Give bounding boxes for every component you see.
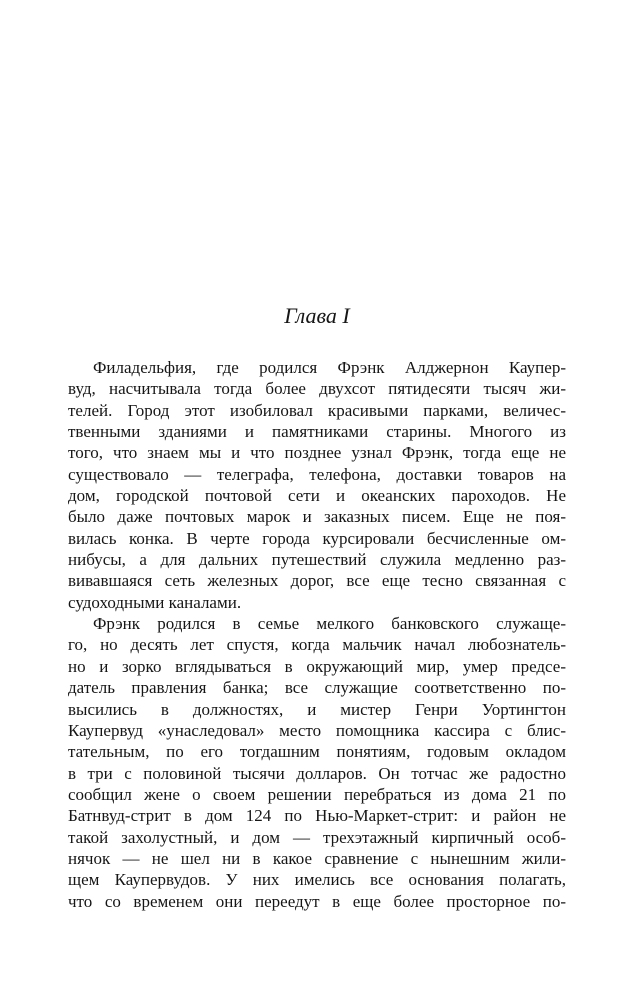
text-line: Батнвуд-стрит в дом 124 по Нью-Маркет-стрит: и район не <box>68 806 566 826</box>
text-line: Филадельфия, где родился Фрэнк Алджернон Каупер- <box>93 358 566 377</box>
text-line: датель правления банка; все служащие соответственно по- <box>68 678 566 698</box>
text-line: нибусы, а для дальних путешествий служила медленно раз- <box>68 550 566 570</box>
paragraph-1 <box>68 357 566 613</box>
chapter-title: Глава I <box>284 303 350 328</box>
text-line: тательным, по его тогдашним понятиям, годовым окладом <box>68 742 566 762</box>
text-line: было даже почтовых марок и заказных писем. Еще не поя- <box>68 507 566 527</box>
text-line: того, что знаем мы и что позднее узнал Фрэнк, тогда еще не <box>68 443 566 463</box>
text-line: вуд, насчитывала тогда более двухсот пятидесяти тысяч жи- <box>68 379 566 399</box>
text-line: го, но десять лет спустя, когда мальчик начал любознатель- <box>68 635 566 655</box>
text-line: твенными зданиями и памятниками старины. Многого из <box>68 422 566 442</box>
text-line: нячок — не шел ни в какое сравнение с нынешним жили- <box>68 848 566 868</box>
text-line: сообщил жене о своем решении перебраться из дома 21 по <box>68 784 566 804</box>
text-line: телей. Город этот изобиловал красивыми парками, величес- <box>68 400 566 420</box>
text-line: что со временем они переедут в еще более просторное по- <box>68 891 566 911</box>
text-block <box>68 357 566 912</box>
text-line: высились в должностях, и мистер Генри Уортингтон <box>68 699 566 719</box>
text-line: Фрэнк родился в семье мелкого банковского служаще- <box>93 614 566 634</box>
text-line: Каупервуд «унаследовал» место помощника кассира с блис- <box>68 720 566 740</box>
text-line: но и зорко вглядываться в окружающий мир, умер предсе- <box>68 656 566 676</box>
text-line: судоходными каналами. <box>68 592 242 612</box>
text-line: вивавшаяся сеть железных дорог, все еще тесно связанная с <box>68 571 566 591</box>
text-line: вилась конка. В черте города курсировали бесчисленные ом- <box>68 528 566 548</box>
text-line: щем Каупервудов. У них имелись все основания полагать, <box>68 870 566 890</box>
text-line: в три с половиной тысячи долларов. Он тотчас же радостно <box>68 763 566 783</box>
text-line: существовало — телеграфа, телефона, доставки товаров на <box>68 464 566 484</box>
paragraph-2 <box>68 613 566 912</box>
text-line: дом, городской почтовой сети и океанских пароходов. Не <box>68 486 566 506</box>
text-line: такой захолустный, и дом — трехэтажный кирпичный особ- <box>68 827 566 847</box>
